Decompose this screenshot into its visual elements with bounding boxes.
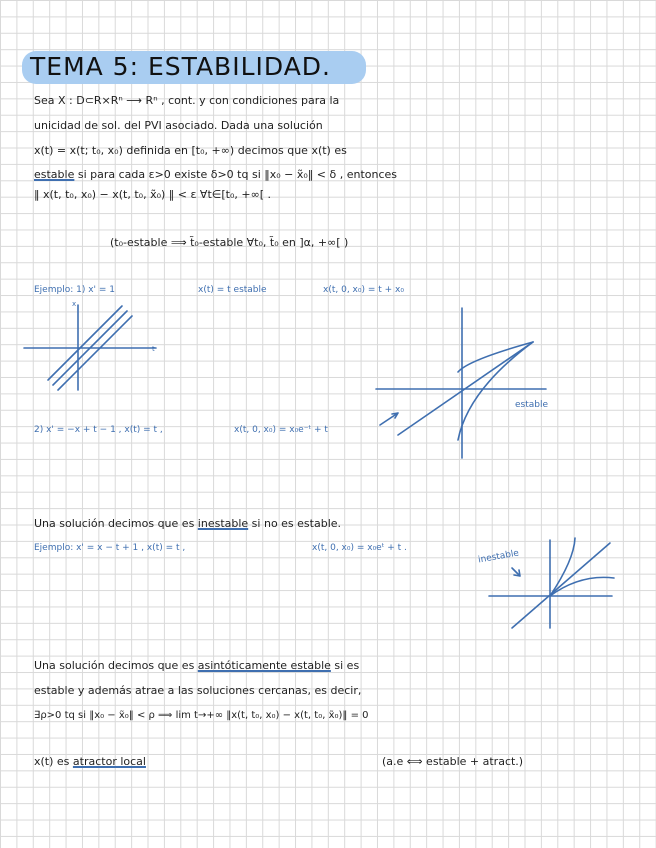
- asymptotic-note: (a.e ⟺ estable + atract.): [382, 755, 524, 768]
- example-2-flow: x(t, 0, x₀) = x₀e⁻ᵗ + t: [234, 425, 328, 435]
- graph-example-2: [376, 308, 549, 458]
- graph-label-estable: estable: [515, 400, 549, 410]
- example-2: 2) x' = −x + t − 1 , x(t) = t ,: [34, 425, 163, 435]
- intro-note: (t₀-estable ⟹ t̃₀-estable ∀t₀, t̃₀ en ]α, +∞[ ): [110, 236, 349, 249]
- graph2-solution-lower: [458, 342, 533, 440]
- intro-line-3: x(t) = x(t; t₀, x₀) definida en [t₀, +∞) decimos que x(t) es: [34, 144, 347, 157]
- intro-line-5: ‖ x(t, t₀, x₀) − x(t, t₀, x̃₀) ‖ < ε ∀t∈[t₀, +∞[ .: [34, 188, 272, 201]
- unstable-post: si no es estable.: [248, 517, 342, 530]
- unstable-example: Ejemplo: x' = x − t + 1 , x(t) = t ,: [34, 543, 186, 553]
- unstable-pre: Una solución decimos que es: [34, 517, 198, 530]
- graph1-solution-line-1: [48, 306, 122, 380]
- term-atractor-local: atractor local: [72, 755, 146, 768]
- intro-line-4-rest: si para cada ε>0 existe δ>0 tq si ‖x₀ − x̃₀‖ < δ , entonces: [74, 168, 398, 181]
- axis-t-label: t: [152, 345, 155, 353]
- intro-line-2: unicidad de sol. del PVI asociado. Dada una solución: [34, 119, 323, 132]
- graph1-solution-line-3: [58, 316, 132, 390]
- example-1-flow: x(t, 0, x₀) = t + x₀: [323, 285, 404, 295]
- graph3-solution-x-equals-t: [512, 543, 610, 628]
- term-estable: estable: [34, 168, 75, 181]
- example-1: Ejemplo: 1) x' = 1: [34, 285, 115, 295]
- term-asintoticamente-estable: asintóticamente estable: [197, 659, 331, 672]
- page-title: TEMA 5: ESTABILIDAD.: [30, 52, 331, 81]
- asymptotic-line-3: ∃ρ>0 tq si ‖x₀ − x̃₀‖ < ρ ⟹ lim t→+∞ ‖x(t, t₀, x₀) − x(t, t₀, x̃₀)‖ = 0: [34, 710, 369, 721]
- graph2-arrow: [380, 413, 398, 425]
- asymptotic-line-4-pre: x(t) es: [34, 755, 73, 768]
- unstable-example-flow: x(t, 0, x₀) = x₀eᵗ + t .: [312, 543, 407, 553]
- asymptotic-pre: Una solución decimos que es: [34, 659, 198, 672]
- intro-line-1: Sea X : D⊂R×Rⁿ ⟶ Rⁿ , cont. y con condiciones para la: [34, 94, 340, 107]
- asymptotic-line-2: estable y además atrae a las soluciones cercanas, es decir,: [34, 684, 362, 697]
- graph-label-inestable: inestable: [477, 548, 520, 566]
- graph-example-1: [24, 305, 156, 390]
- term-inestable: inestable: [197, 517, 249, 530]
- asymptotic-post: si es: [330, 659, 360, 672]
- axis-x-label: x: [72, 300, 77, 308]
- graph3-arrow: [512, 568, 520, 576]
- example-1-solution: x(t) = t estable: [198, 285, 267, 295]
- graph-unstable: [489, 538, 614, 628]
